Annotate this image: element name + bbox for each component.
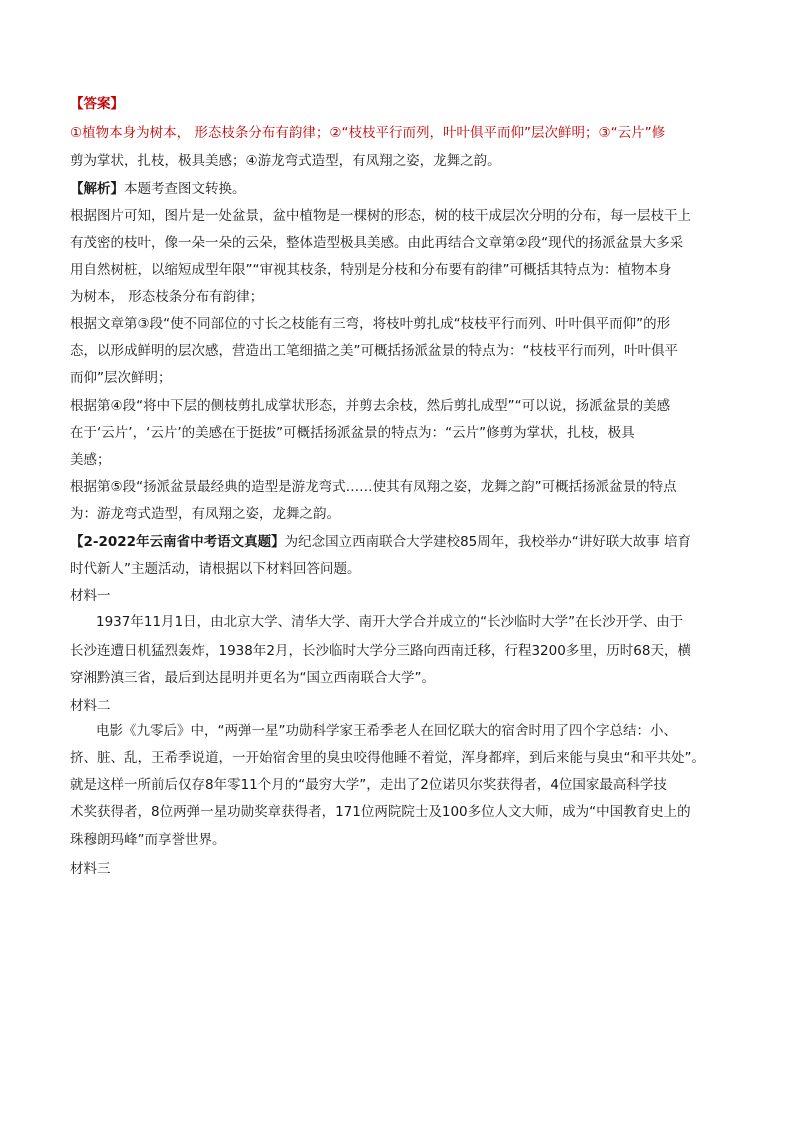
material2-line: 电影《九零后》中，“两弹一星”功勋科学家王希季老人在回忆联大的宿舍时用了四个字总结：小、 (96, 723, 677, 739)
material1-line: 穿湘黔滇三省，最后到达昆明并更名为“国立西南联合大学”。 (70, 670, 435, 686)
analysis-line: 在于‘云片’，‘云片’的美感在于挺拔”可概括扬派盆景的特点为：“云片”修剪为掌状，扎枝，极具 (70, 425, 635, 441)
analysis-line: 根据文章第③段“使不同部位的寸长之枝能有三弯，将枝叶剪扎成“枝枝平行而列、叶叶俱平而仰”的形 (70, 316, 671, 332)
answer-line: ①植物本身为树本， 形态枝条分布有韵律；②“枝枝平行而列，叶叶俱平而仰”层次鲜明；③“云片”修 (70, 125, 666, 141)
analysis-line: 美感； (70, 452, 111, 468)
answer-line: 剪为掌状，扎枝，极具美感；④游龙弯式造型，有凤翔之姿，龙舞之韵。 (70, 153, 501, 169)
analysis-heading-rest: 本题考查图文转换。 (124, 181, 246, 197)
question-intro-line (70, 533, 691, 551)
material2-line: 术奖获得者，8位两弹一星功勋奖章获得者，171位两院院士及100多位人文大师，成为“中国教育史上的 (70, 804, 691, 820)
material3-title: 材料三 (70, 861, 111, 877)
material1-line: 长沙连遭日机猛烈轰炸，1938年2月，长沙临时大学分三路向西南迁移，行程3200多里，历时68天，横 (70, 643, 691, 659)
analysis-line: 根据第④段“将中下层的侧枝剪扎成掌状形态，并剪去余枝，然后剪扎成型”“可以说，扬派盆景的美感 (70, 398, 671, 414)
analysis-line: 为树本， 形态枝条分布有韵律； (70, 289, 264, 305)
material1-title: 材料一 (70, 588, 111, 604)
analysis-heading: 【解析】 (70, 181, 124, 197)
material2-line: 挤、脏、乱，王希季说道，一开始宿舍里的臭虫咬得他睡不着觉，浑身都痒，到后来能与臭虫“和平共处”。 (70, 750, 705, 766)
material2-line: 就是这样一所前后仅存8年零11个月的“最穷大学”，走出了2位诺贝尔奖获得者，4位国家最高科学技 (70, 777, 667, 793)
analysis-line: 为：游龙弯式造型，有凤翔之姿，龙舞之韵。 (70, 506, 340, 522)
material1-line: 1937年11月1日，由北京大学、清华大学、南开大学合并成立的“长沙临时大学”在长沙开学、由于 (96, 614, 684, 630)
analysis-line: 根据第⑤段“扬派盆景最经典的造型是游龙弯式……使其有凤翔之姿，龙舞之韵”可概括扬派盆景的特点 (70, 479, 677, 495)
analysis-heading-line (70, 180, 246, 198)
analysis-line: 有茂密的枝叶，像一朵一朵的云朵，整体造型极具美感。由此再结合文章第②段“现代的扬派盆景大多采 (70, 235, 684, 251)
analysis-line: 而仰”层次鲜明； (70, 370, 172, 386)
material2-title: 材料二 (70, 698, 111, 714)
analysis-line: 态，以形成鲜明的层次感，营造出工笔细描之美”可概括扬派盆景的特点为：“枝枝平行而列，叶叶俱平 (70, 343, 678, 359)
question-intro-line2: 时代新人”主题活动，请根据以下材料回答问题。 (70, 561, 361, 577)
question-intro-text: 为纪念国立西南联合大学建校85周年，我校举办“讲好联大故事 培育 (284, 534, 692, 550)
material2-line: 珠穆朗玛峰”而享誉世界。 (70, 832, 226, 848)
analysis-line: 用自然树桩，以缩短成型年限”“审视其枝条，特别是分枝和分布要有韵律”可概括其特点为：植物本身 (70, 262, 672, 278)
answer-heading: 【答案】 (70, 96, 124, 112)
question-tag: 【2-2022年云南省中考语文真题】 (70, 534, 285, 550)
analysis-line: 根据图片可知，图片是一处盆景，盆中植物是一棵树的形态，树的枝干成层次分明的分布，每一层枝干上 (70, 208, 691, 224)
